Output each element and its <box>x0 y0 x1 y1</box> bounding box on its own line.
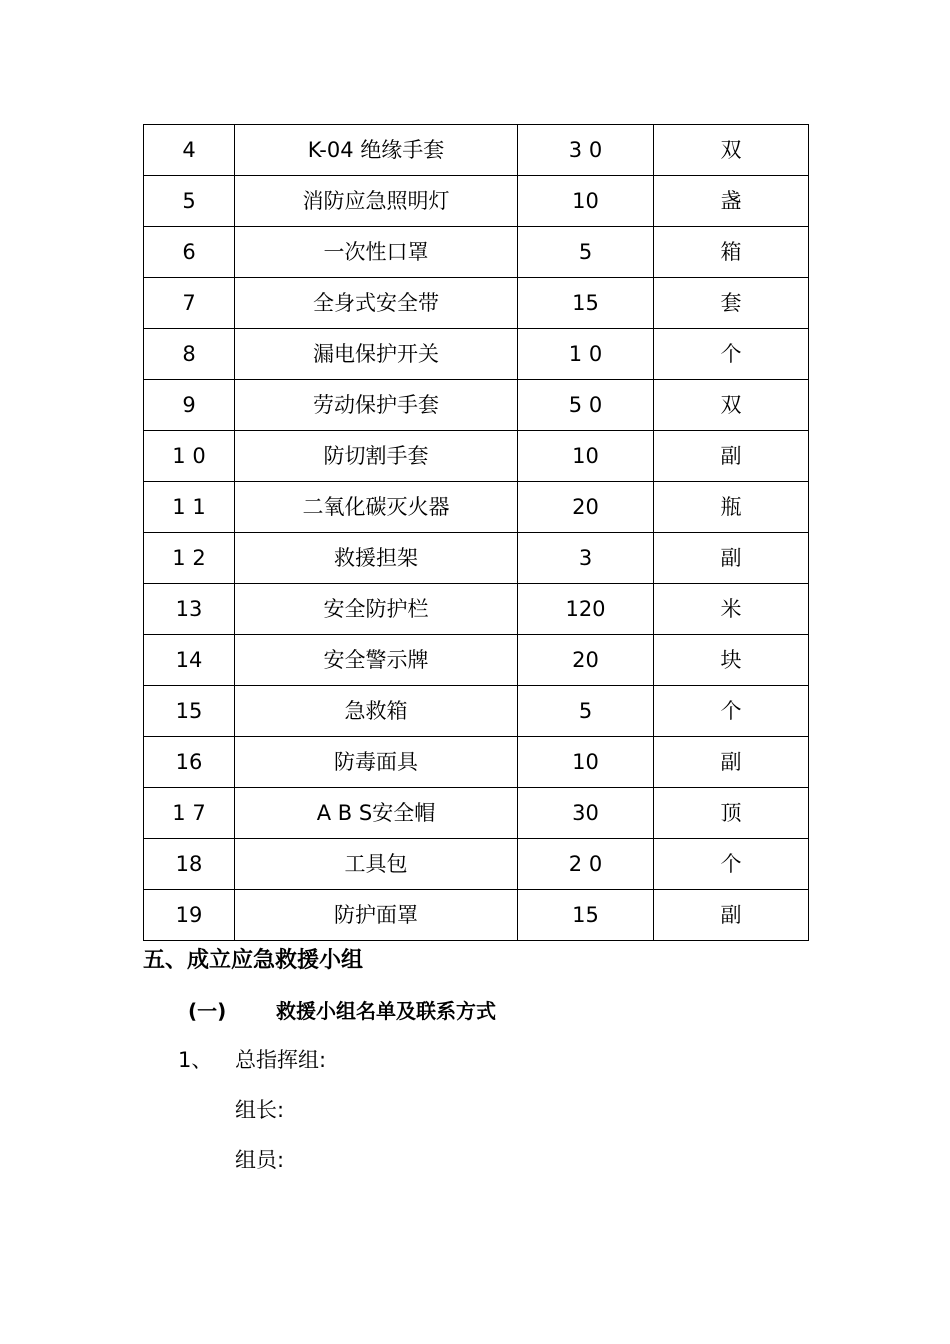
row-number: 8 <box>144 329 235 380</box>
item-quantity: 10 <box>518 737 654 788</box>
item-name: 救援担架 <box>235 533 518 584</box>
item-quantity: 30 <box>518 788 654 839</box>
item-name: 安全防护栏 <box>235 584 518 635</box>
item-quantity: 5 <box>518 686 654 737</box>
item-name: K-04 绝缘手套 <box>235 125 518 176</box>
item-unit: 副 <box>654 890 809 941</box>
item-name: 工具包 <box>235 839 518 890</box>
list-item-number: 1、 <box>178 1048 213 1072</box>
table-row <box>144 329 809 380</box>
table-row <box>144 737 809 788</box>
item-quantity: 5 <box>518 227 654 278</box>
row-number: 1 1 <box>144 482 235 533</box>
item-quantity: 5 0 <box>518 380 654 431</box>
item-unit: 副 <box>654 737 809 788</box>
table-row <box>144 227 809 278</box>
item-name: 急救箱 <box>235 686 518 737</box>
table-row <box>144 839 809 890</box>
item-quantity: 20 <box>518 482 654 533</box>
item-unit: 个 <box>654 839 809 890</box>
row-number: 9 <box>144 380 235 431</box>
item-unit: 个 <box>654 686 809 737</box>
table-row <box>144 584 809 635</box>
item-unit: 顶 <box>654 788 809 839</box>
item-name: 消防应急照明灯 <box>235 176 518 227</box>
item-name: 防护面罩 <box>235 890 518 941</box>
table-row <box>144 533 809 584</box>
table-row <box>144 686 809 737</box>
subsection-heading <box>188 996 496 1026</box>
row-number: 18 <box>144 839 235 890</box>
item-unit: 双 <box>654 380 809 431</box>
item-name: 一次性口罩 <box>235 227 518 278</box>
row-number: 1 0 <box>144 431 235 482</box>
table-row <box>144 125 809 176</box>
item-quantity: 15 <box>518 278 654 329</box>
row-number: 1 7 <box>144 788 235 839</box>
section-heading: 五、成立应急救援小组 <box>143 948 364 973</box>
item-unit: 块 <box>654 635 809 686</box>
table-row <box>144 380 809 431</box>
item-name: 安全警示牌 <box>235 635 518 686</box>
row-number: 16 <box>144 737 235 788</box>
table-row <box>144 788 809 839</box>
item-quantity: 1 0 <box>518 329 654 380</box>
row-number: 14 <box>144 635 235 686</box>
subsection-title: 救援小组名单及联系方式 <box>276 999 496 1023</box>
item-quantity: 15 <box>518 890 654 941</box>
item-name: 防切割手套 <box>235 431 518 482</box>
table-row <box>144 482 809 533</box>
item-unit: 副 <box>654 533 809 584</box>
item-quantity: 3 <box>518 533 654 584</box>
item-name: 防毒面具 <box>235 737 518 788</box>
table-row <box>144 890 809 941</box>
item-quantity: 10 <box>518 431 654 482</box>
row-number: 5 <box>144 176 235 227</box>
item-unit: 双 <box>654 125 809 176</box>
row-number: 7 <box>144 278 235 329</box>
equipment-table-body <box>144 125 809 941</box>
row-number: 1 2 <box>144 533 235 584</box>
row-number: 15 <box>144 686 235 737</box>
item-quantity: 20 <box>518 635 654 686</box>
table-row <box>144 278 809 329</box>
row-number: 13 <box>144 584 235 635</box>
row-number: 6 <box>144 227 235 278</box>
equipment-table <box>143 124 809 941</box>
table-row <box>144 431 809 482</box>
item-unit: 盏 <box>654 176 809 227</box>
table-row <box>144 176 809 227</box>
item-unit: 米 <box>654 584 809 635</box>
item-unit: 个 <box>654 329 809 380</box>
item-quantity: 10 <box>518 176 654 227</box>
list-item-label: 总指挥组: <box>235 1048 327 1072</box>
item-name: 二氧化碳灭火器 <box>235 482 518 533</box>
item-unit: 箱 <box>654 227 809 278</box>
item-unit: 瓶 <box>654 482 809 533</box>
table-row <box>144 635 809 686</box>
list-item <box>178 1045 326 1075</box>
item-name: 漏电保护开关 <box>235 329 518 380</box>
item-quantity: 2 0 <box>518 839 654 890</box>
row-number: 4 <box>144 125 235 176</box>
row-number: 19 <box>144 890 235 941</box>
leader-field: 组长: <box>235 1098 285 1122</box>
item-quantity: 3 0 <box>518 125 654 176</box>
item-name: 全身式安全带 <box>235 278 518 329</box>
item-unit: 套 <box>654 278 809 329</box>
subsection-number: (一) <box>188 999 227 1023</box>
item-name: 劳动保护手套 <box>235 380 518 431</box>
members-field: 组员: <box>235 1148 285 1172</box>
item-unit: 副 <box>654 431 809 482</box>
item-quantity: 120 <box>518 584 654 635</box>
item-name: A B S安全帽 <box>235 788 518 839</box>
